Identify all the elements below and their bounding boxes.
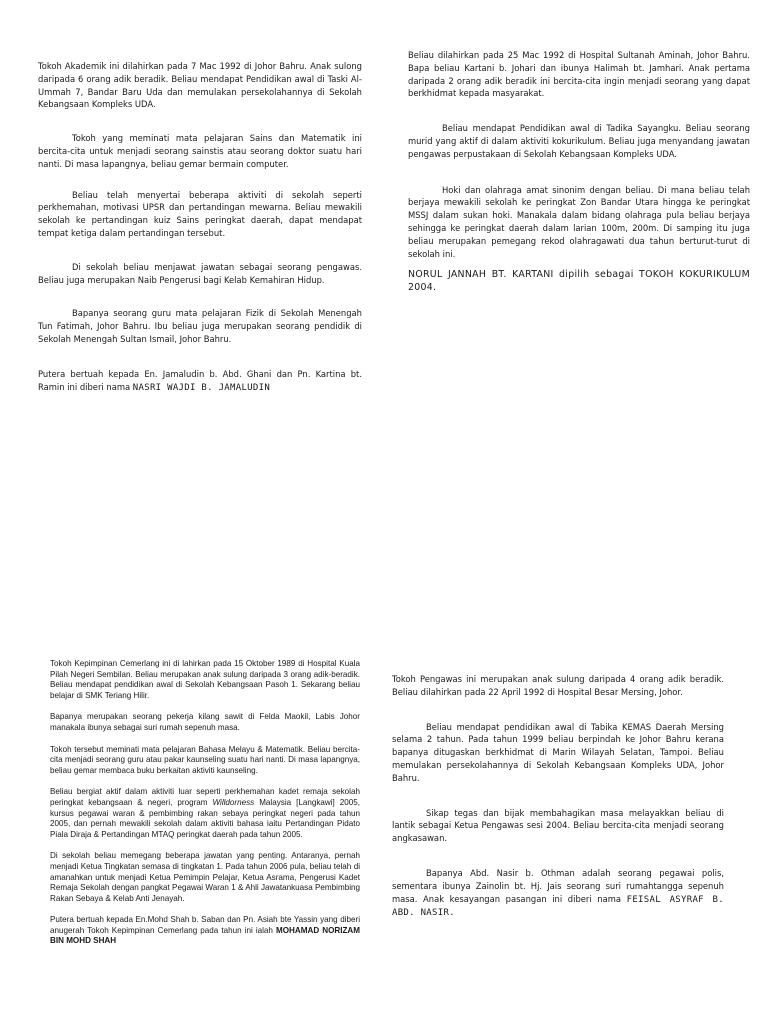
closing-text: Putera bertuah kepada En.Mohd Shah b. Saban dan Pn. Asiah bte Yassin yang diberi anugerah Tokoh Kepimpinan Cemerlang pada tahun ini ialah — [50, 915, 360, 935]
activities-text: Beliau bergiat aktif dalam aktiviti luar seperti perkhemahan kadet remaja sekolah peringkat kebangsaan & negeri, program — [50, 787, 360, 807]
paragraph: Hoki dan olahraga amat sinonim dengan beliau. Di mana beliau telah berjaya mewakili sekolah ke peringkat Zon Bandar Utara hingga ke peringkat MSSJ dalam sukan hoki. Manakala dalam bidang olahraga pula beliau berjaya sehingga ke peringkat daerah dalam larian 100m, 200m. Di samping itu juga beliau merupakan pemegang rekod olahragawati dua tahun berturut-turut di sekolah ini. — [408, 184, 750, 259]
profile-prefect — [392, 673, 724, 920]
closing-paragraph — [392, 867, 724, 920]
student-name: NASRI WAJDI B. JAMALUDIN — [132, 382, 271, 393]
paragraph: Beliau telah menyertai beberapa aktiviti di sekolah seperti perkhemahan, motivasi UPSR dan pertandingan mewarna. Beliau mewakili sekolah ke pertandingan kuiz Sains peringkat daerah, dapat mendapat tempat ketiga dalam pertandingan tersebut. — [38, 189, 362, 238]
student-name: MOHAMAD NORIZAM BIN MOHD SHAH — [50, 925, 360, 946]
paragraph: Sikap tegas dan bijak membahagikan masa melayakkan beliau di lantik sebagai Ketua Pengawas sesi 2004. Beliau bercita-cita menjadi seorang angkasawan. — [392, 807, 724, 844]
paragraph: Tokoh Kepimpinan Cemerlang ini di lahirkan pada 15 Oktober 1989 di Hospital Kuala Pilah Negeri Sembilan. Beliau merupakan anak sulung daripada 3 orang adik-beradik. Beliau mendapat pendidikan awal di Sekolah Kebangsaan Pasoh 1. Sekarang beliau belajar di SMK Teriang Hilir. — [50, 659, 360, 700]
paragraph: Di sekolah beliau memegang beberapa jawatan yang penting. Antaranya, pernah menjadi Ketua Tingkatan semasa di tingkatan 1. Pada tahun 2006 pula, beliau telah di amanahkan untuk menjadi Ketua Pemimpin Pelajar, Ketua Asrama, Pengerusi Kadet Remaja Sekolah dengan pangkat Pegawai Waran 1 & Ahli Jawatankuasa Pembimbing Rakan Sebaya & Kelab Anti Jenayah. — [50, 851, 360, 903]
paragraph: Tokoh Akademik ini dilahirkan pada 7 Mac 1992 di Johor Bahru. Anak sulong daripada 6 orang adik beradik. Beliau mendapat Pendidikan awal di Taski Al-Ummah 7, Bandar Baru Uda dan memulakan persekolahannya di Sekolah Kebangsaan Kompleks UDA. — [38, 61, 362, 110]
student-name: FEISAL ASYRAF B. ABD. NASIR. — [392, 894, 724, 919]
closing-paragraph: NORUL JANNAH BT. KARTANI dipilih sebagai TOKOH KOKURIKULUM 2004. — [408, 269, 750, 294]
paragraph: Tokoh tersebut meminati mata pelajaran Bahasa Melayu & Matematik. Beliau bercita-cita menjadi seorang guru atau pakar kaunseling suatu hari nanti. Di masa lapangnya, beliau gemar membaca buku berkaitan aktiviti kaunseling. — [50, 744, 360, 775]
paragraph: Beliau dilahirkan pada 25 Mac 1992 di Hospital Sultanah Aminah, Johor Bahru. Bapa beliau Kartani b. Johari dan ibunya Halimah bt. Jamhari. Anak pertama daripada 2 orang adik beradik ini bercita-cita ingin menjadi seorang yang dapat berkhidmat kepada masyarakat. — [408, 50, 750, 99]
paragraph: Tokoh Pengawas ini merupakan anak sulung daripada 4 orang adik beradik. Beliau dilahirkan pada 22 April 1992 di Hospital Besar Mersing, Johor. — [392, 674, 724, 697]
profile-academic — [38, 60, 362, 394]
program-name: Willdorness — [212, 797, 255, 807]
paragraph: Beliau mendapat Pendidikan awal di Tadika Sayangku. Beliau seorang murid yang aktif di dalam aktiviti kokurikulum. Beliau juga menyandang jawatan pengawas perpustakaan di Sekolah Kebangsaan Kompleks UDA. — [408, 123, 750, 159]
paragraph: Bapanya merupakan seorang pekerja kilang sawit di Felda Maokil, Labis Johor manakala ibunya sebagai suri rumah sepenuh masa. — [50, 712, 360, 732]
closing-text: Bapanya Abd. Nasir b. Othman adalah seorang pegawai polis, sementara ibunya Zainolin bt. Hj. Jais seorang suri rumahtangga sepenuh masa. Anak kesayangan pasangan ini diberi nama — [392, 867, 724, 904]
closing-text: Putera bertuah kepada En. Jamaludin b. Abd. Ghani dan Pn. Kartina bt. Ramin ini diberi nama — [38, 368, 362, 392]
profile-leadership — [50, 659, 360, 947]
activities-text: Malaysia [Langkawi] 2005, kursus pegawai waran & pembimbing rakan sebaya peringkat negeri pada tahun 2005, dan pernah mewakili sekolah dalam aktiviti bahasa iaitu Pertandingan Pidato Piala Diraja & Pertandingan MTAQ peringkat daerah pada tahun 2005. — [50, 797, 360, 839]
paragraph: Beliau mendapat pendidikan awal di Tabika KEMAS Daerah Mersing selama 2 tahun. Pada tahun 1999 beliau berpindah ke Johor Bahru kerana bapanya ditugaskan berkhidmat di Marin Wilayah Selatan, Tampoi. Beliau memulakan persekolahannya di Sekolah Kebangsaan Kompleks UDA, Johor Bahru. — [392, 721, 724, 783]
paragraph: Bapanya seorang guru mata pelajaran Fizik di Sekolah Menengah Tun Fatimah, Johor Bahru. Ibu beliau juga merupakan seorang pendidik di Sekolah Menengah Sultan Ismail, Johor Bahru. — [38, 308, 362, 344]
paragraph: Di sekolah beliau menjawat jawatan sebagai seorang pengawas. Beliau juga merupakan Naib Pengerusi bagi Kelab Kemahiran Hidup. — [38, 261, 362, 285]
closing-paragraph — [50, 915, 360, 947]
closing-paragraph — [38, 368, 362, 395]
paragraph: Tokoh yang meminati mata pelajaran Sains dan Matematik ini bercita-cita untuk menjadi seorang sainstis atau seorang doktor suatu hari nanti. Di masa lapangnya, beliau gemar bermain computer. — [38, 133, 362, 169]
activities-paragraph — [50, 787, 360, 840]
profile-cocurriculum — [408, 49, 750, 295]
